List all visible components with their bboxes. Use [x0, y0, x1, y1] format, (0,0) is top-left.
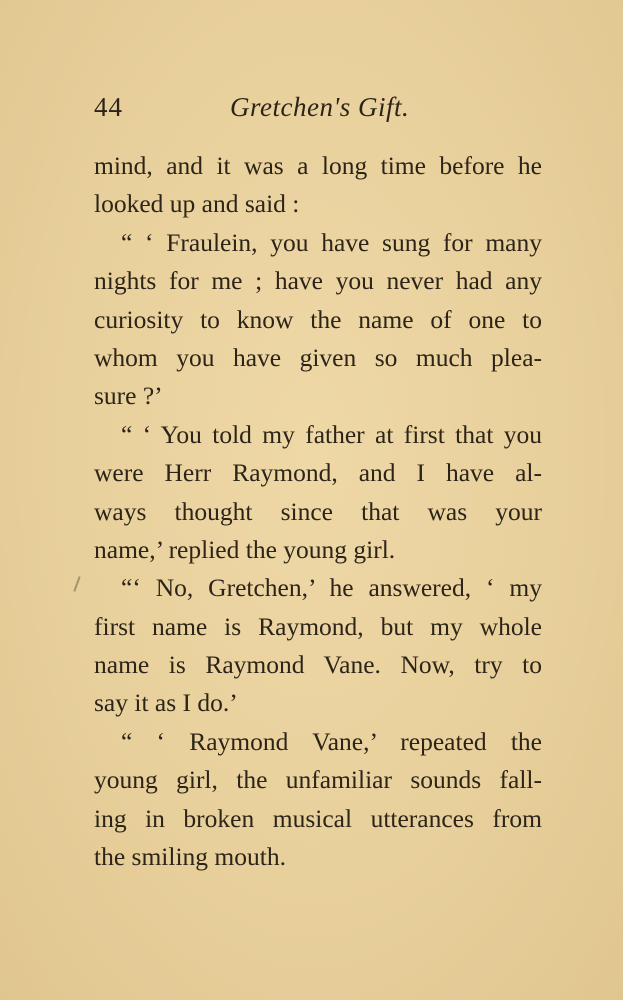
text-line: say it as I do.’ — [94, 688, 238, 718]
text-line: young girl, the unfamiliar sounds fall- — [94, 765, 542, 795]
body-text — [94, 147, 542, 876]
text-line: whom you have given so much plea- — [94, 342, 542, 372]
running-title: Gretchen's Gift. — [230, 92, 410, 122]
text-line: the smiling mouth. — [94, 842, 286, 872]
text-line: name is Raymond Vane. Now, try to — [94, 650, 542, 680]
text-line: nights for me ; have you never had any — [94, 266, 542, 296]
text-line: “‘ No, Gretchen,’ he answered, ‘ my — [121, 573, 542, 603]
page-number: 44 — [94, 92, 123, 122]
text-line: ways thought since that was your — [94, 496, 542, 526]
text-line: “ ‘ You told my father at first that you — [121, 419, 542, 449]
text-line: were Herr Raymond, and I have al- — [94, 458, 542, 488]
text-line: mind, and it was a long time before he — [94, 151, 542, 180]
text-line: sure ?’ — [94, 381, 163, 411]
text-line: curiosity to know the name of one to — [94, 304, 542, 334]
text-line: first name is Raymond, but my whole — [94, 611, 542, 641]
text-line: “ ‘ Raymond Vane,’ repeated the — [121, 726, 542, 756]
margin-mark — [73, 576, 80, 592]
text-line: looked up and said : — [94, 189, 300, 219]
page-header — [94, 92, 544, 132]
text-line: ing in broken musical utterances from — [94, 803, 542, 833]
text-line: “ ‘ Fraulein, you have sung for many — [121, 227, 542, 257]
text-line: name,’ replied the young girl. — [94, 534, 396, 564]
